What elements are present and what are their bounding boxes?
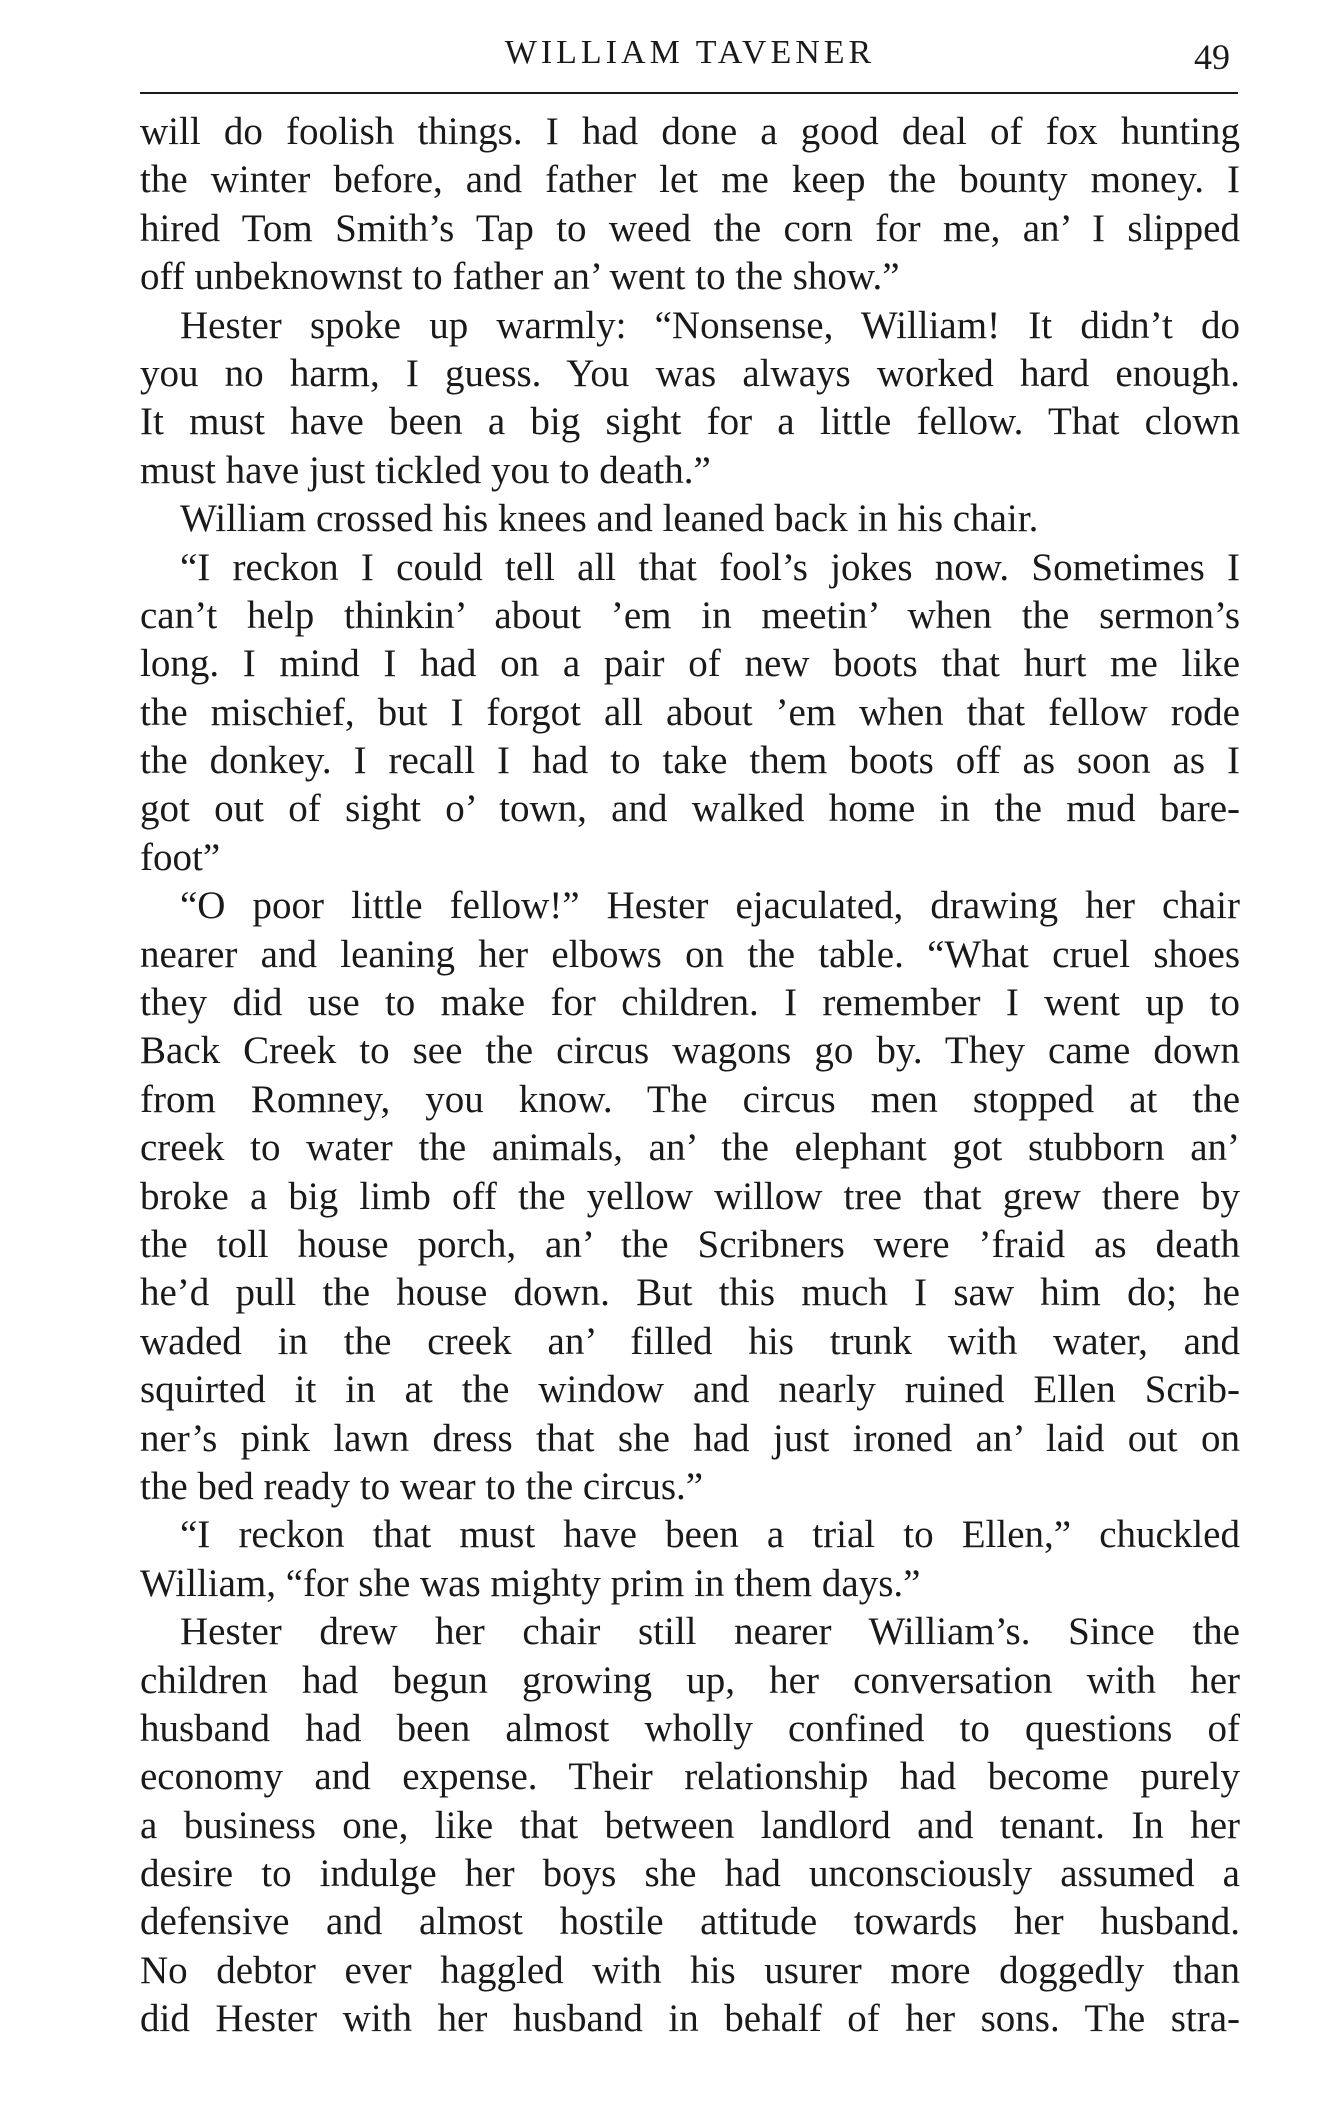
text-line: Back Creek to see the circus wagons go by. They came down: [140, 1029, 1240, 1073]
text-line: ner’s pink lawn dress that she had just ironed an’ laid out on: [140, 1416, 1240, 1460]
text-line: William crossed his knees and leaned back in his chair.: [180, 497, 1039, 541]
text-line: a business one, like that between landlord and tenant. In her: [140, 1803, 1240, 1847]
text-line: It must have been a big sight for a little fellow. That clown: [140, 400, 1240, 444]
text-line: he’d pull the house down. But this much I saw him do; he: [140, 1271, 1240, 1315]
text-line: the toll house porch, an’ the Scribners were ’fraid as death: [140, 1222, 1240, 1266]
text-line: squirted it in at the window and nearly ruined Ellen Scrib-: [140, 1368, 1240, 1412]
header-rule: [140, 92, 1238, 94]
text-line: desire to indulge her boys she had unconsciously assumed a: [140, 1852, 1240, 1896]
text-line: hired Tom Smith’s Tap to weed the corn for me, an’ I slipped: [140, 206, 1240, 250]
text-line: “I reckon I could tell all that fool’s jokes now. Sometimes I: [180, 545, 1240, 589]
text-line: “I reckon that must have been a trial to Ellen,” chuckled: [180, 1513, 1240, 1557]
text-line: did Hester with her husband in behalf of her sons. The stra-: [140, 1997, 1240, 2041]
text-line: must have just tickled you to death.”: [140, 448, 711, 492]
text-line: “O poor little fellow!” Hester ejaculated, drawing her chair: [180, 884, 1240, 928]
text-line: will do foolish things. I had done a good deal of fox hunting: [140, 110, 1240, 153]
page-number: 49: [1194, 37, 1230, 77]
text-line: the mischief, but I forgot all about ’em when that fellow rode: [140, 690, 1240, 734]
text-line: defensive and almost hostile attitude towards her husband.: [140, 1900, 1240, 1944]
text-line: you no harm, I guess. You was always worked hard enough.: [140, 351, 1240, 395]
body-text: [140, 108, 1240, 2044]
running-head: [140, 28, 1240, 88]
text-line: the bed ready to wear to the circus.”: [140, 1464, 704, 1508]
text-line: can’t help thinkin’ about ’em in meetin’ when the sermon’s: [140, 593, 1240, 637]
text-line: nearer and leaning her elbows on the table. “What cruel shoes: [140, 932, 1240, 976]
text-line: waded in the creek an’ filled his trunk with water, and: [140, 1319, 1240, 1363]
text-line: from Romney, you know. The circus men stopped at the: [140, 1077, 1240, 1121]
text-line: they did use to make for children. I remember I went up to: [140, 981, 1240, 1025]
text-line: foot”: [140, 835, 221, 879]
text-line: husband had been almost wholly confined to questions of: [140, 1706, 1240, 1750]
text-line: No debtor ever haggled with his usurer more doggedly than: [140, 1948, 1240, 1992]
text-line: long. I mind I had on a pair of new boots that hurt me like: [140, 642, 1240, 686]
text-line: broke a big limb off the yellow willow tree that grew there by: [140, 1174, 1240, 1218]
text-line: economy and expense. Their relationship had become purely: [140, 1755, 1240, 1799]
text-line: the winter before, and father let me keep the bounty money. I: [140, 158, 1240, 202]
text-line: children had begun growing up, her conversation with her: [140, 1658, 1240, 1702]
text-line: the donkey. I recall I had to take them boots off as soon as I: [140, 739, 1240, 783]
text-line: got out of sight o’ town, and walked home in the mud bare-: [140, 787, 1240, 831]
text-line: creek to water the animals, an’ the elephant got stubborn an’: [140, 1126, 1240, 1170]
running-title: WILLIAM TAVENER: [504, 34, 876, 71]
text-line: William, “for she was mighty prim in them days.”: [140, 1561, 921, 1605]
text-line: off unbeknownst to father an’ went to the show.”: [140, 255, 900, 299]
text-line: Hester drew her chair still nearer William’s. Since the: [180, 1610, 1240, 1654]
text-line: Hester spoke up warmly: “Nonsense, William! It didn’t do: [180, 303, 1240, 347]
